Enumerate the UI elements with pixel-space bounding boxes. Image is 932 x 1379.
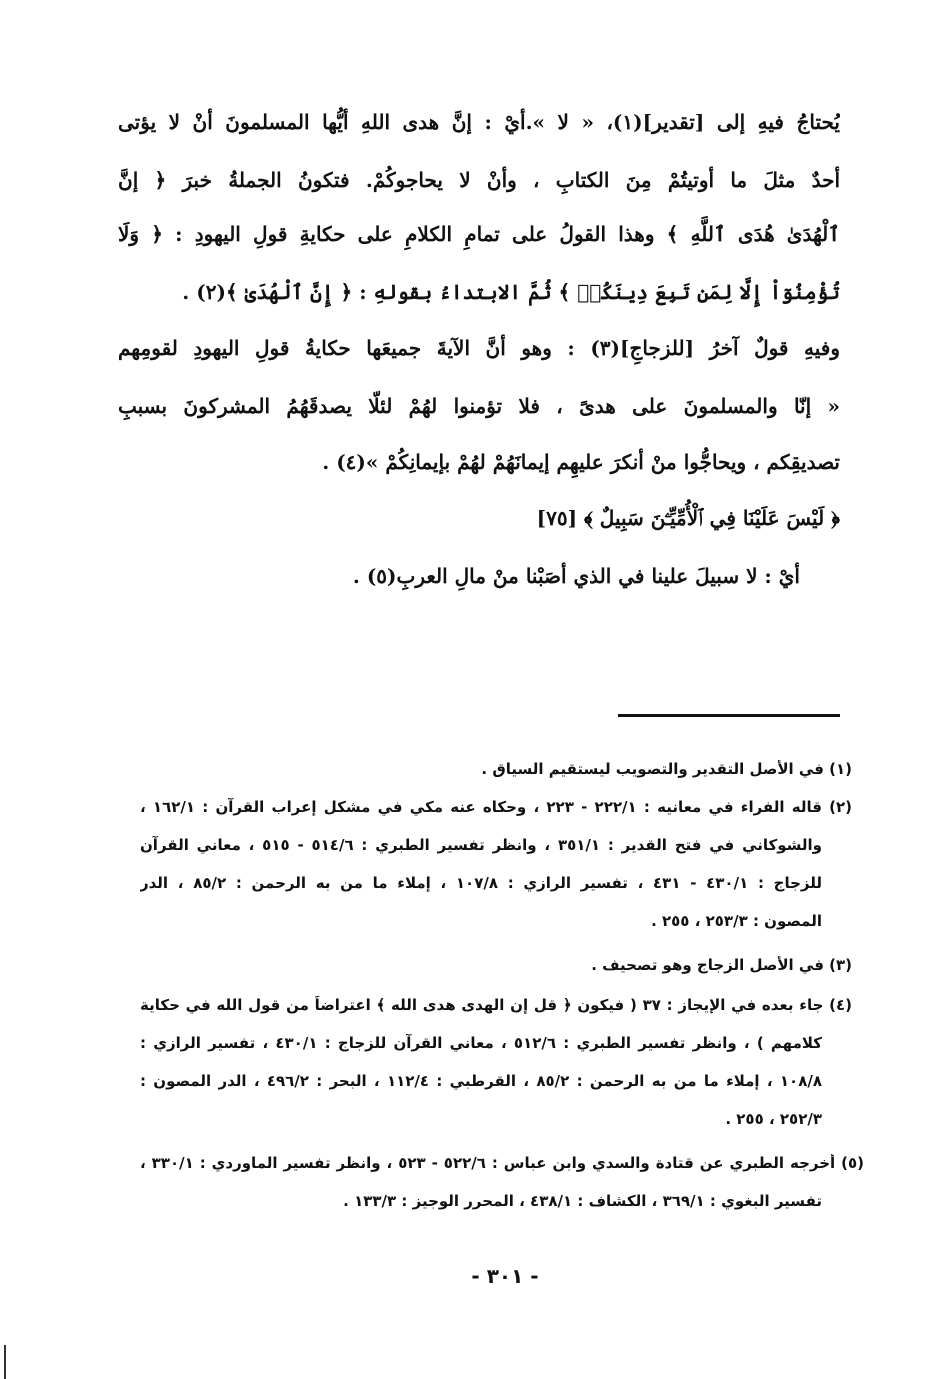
quran-verse-line: ﴿ لَيْسَ عَلَيْنَا فِي ٱلْأُمِّيِّـۧنَ سَبِيلٌ ﴾ [٧٥] — [536, 506, 840, 530]
main-text-line: ٱلْهُدَىٰ هُدَى ٱللَّهِ ﴾ وهذا القولُ على تمامِ الكلامِ على حكايةِ قولِ اليهودِ : ﴿ وَلَا — [118, 222, 840, 246]
footnote-line: (٥) أخرجه الطبري عن قتادة والسدي وابن عباس : ٥٢٢/٦ - ٥٢٣ ، وانظر تفسير الماوردي : ٣٣٠/١ ، — [140, 1154, 864, 1172]
footnote-line: (١) في الأصل التقدير والتصويب ليستقيم السياق . — [481, 760, 852, 778]
footnote-line: للزجاج : ٤٣٠/١ - ٤٣١ ، تفسير الرازي : ١٠٧/٨ ، إملاء ما من به الرحمن : ٨٥/٢ ، الدر — [140, 874, 822, 892]
footnote-line: كلامهم ) ، وانظر تفسير الطبري : ٥١٢/٦ ، معاني القرآن للزجاج : ٤٣٠/١ ، تفسير الرازي : — [140, 1034, 822, 1052]
main-text-line: تصديقِكم ، ويحاجُّوا منْ أنكرَ عليهِم إيمانَهُمْ لهُمْ بإيمانِكُمْ »(٤) . — [322, 450, 840, 474]
main-text-line: يُحتاجُ فيهِ إلى [تقدير](١)، « لا ».أيْ : إنَّ هدى اللهِ أيُّها المسلمونَ أنْ لا يؤتى — [118, 110, 840, 134]
main-text-block — [118, 100, 840, 620]
footnote-line: (٣) في الأصل الزجاج وهو تصحيف . — [591, 956, 852, 974]
footnote-line: ٢٥٢/٣ ، ٢٥٥ . — [725, 1110, 822, 1128]
footnote-separator — [618, 714, 840, 717]
main-text-line: تُؤْمِنُوٓاْ إِلَّا لِمَن تَبِعَ دِينَكُرۡ ﴾ ثُمَّ الابتداءُ بقولهِ : ﴿ إِنَّ ٱلْهُدَىٰ ﴾(٢) . — [182, 280, 840, 304]
main-text-line: أحدٌ مثلَ ما أوتيتُمْ مِنَ الكتابِ ، وأنْ لا يحاجوكُمْ. فتكونُ الجملةُ خبرَ ﴿ إنَّ — [118, 168, 840, 192]
footnote-line: (٢) قاله الفراء في معانيه : ٢٢٢/١ - ٢٢٣ ، وحكاه عنه مكي في مشكل إعراب القرآن : ١٦٢/١ ، — [140, 798, 852, 816]
page-number: - ٣٠١ - — [471, 1264, 539, 1288]
scan-edge-mark — [4, 1345, 6, 1379]
main-text-line: « إنّا والمسلمونَ على هدىً ، فلا تؤمنوا لهُمْ لئلّا يصدقَهُمُ المشركونَ بسببِ — [118, 394, 840, 418]
footnote-line: تفسير البغوي : ٣٦٩/١ ، الكشاف : ٤٣٨/١ ، المحرر الوجيز : ١٣٣/٣ . — [343, 1192, 822, 1210]
main-text-line: وفيهِ قولٌ آخرُ [للزجاجِ](٣) : وهو أنَّ الآيةَ جميعَها حكايةُ قولِ اليهودِ لقومِهم — [118, 336, 840, 360]
footnote-line: والشوكاني في فتح القدير : ٣٥١/١ ، وانظر تفسير الطبري : ٥١٤/٦ - ٥١٥ ، معاني القرآن — [140, 836, 822, 854]
footnote-line: المصون : ٢٥٣/٣ ، ٢٥٥ . — [651, 912, 822, 930]
footnote-line: (٤) جاء بعده في الإيجاز : ٣٧ ( فيكون ﴿ قل إن الهدى هدى الله ﴾ اعتراضاً من قول الله في حكاية — [140, 996, 852, 1014]
main-text-line: أيْ : لا سبيلَ علينا في الذي أصَبْنا منْ مالِ العربِ(٥) . — [352, 564, 800, 588]
footnote-line: ١٠٨/٨ ، إملاء ما من به الرحمن : ٨٥/٢ ، القرطبي : ١١٢/٤ ، البحر : ٤٩٦/٢ ، الدر المصون : — [140, 1072, 822, 1090]
footnotes-block — [140, 760, 864, 1230]
